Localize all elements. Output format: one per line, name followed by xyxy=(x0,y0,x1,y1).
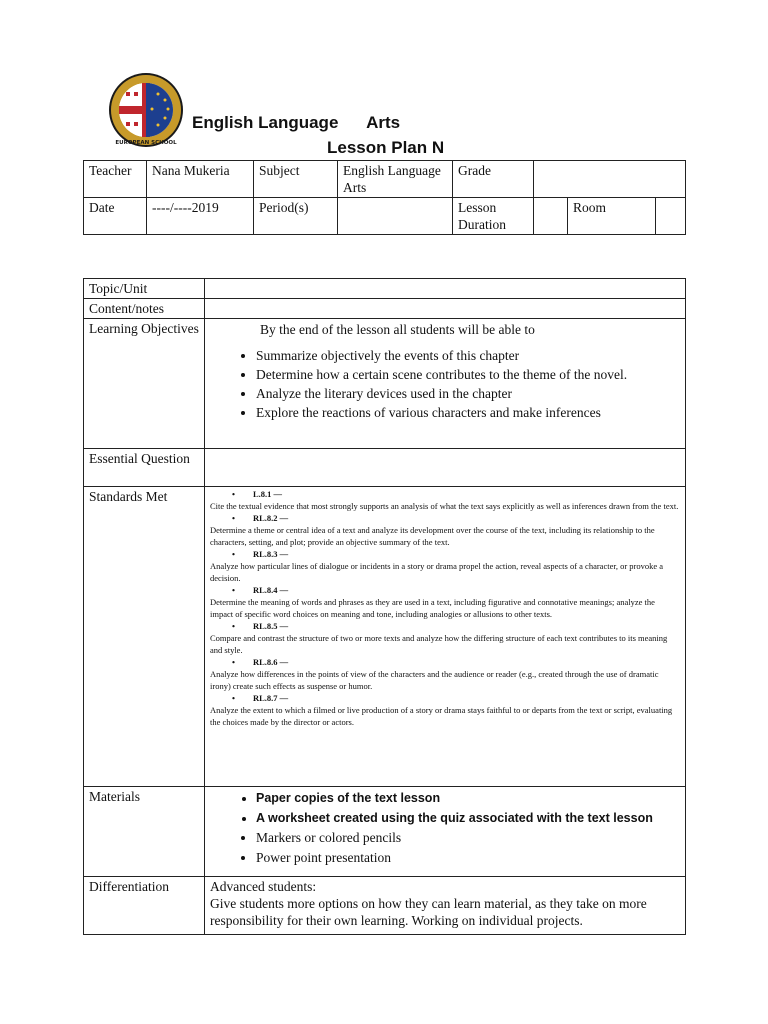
svg-text:EUROPEAN SCHOOL: EUROPEAN SCHOOL xyxy=(115,140,177,146)
standard-code: • RL.8.2 — xyxy=(210,512,680,524)
grade-label: Grade xyxy=(453,161,534,198)
content-value xyxy=(205,299,686,319)
material-item: • Markers or colored pencils xyxy=(256,828,680,848)
essential-question-label: Essential Question xyxy=(84,449,205,487)
material-item: • A worksheet created using the quiz associated with the text lesson xyxy=(256,808,680,828)
topic-value xyxy=(205,279,686,299)
subject-label: Subject xyxy=(254,161,338,198)
standard-code: • RL.8.6 — xyxy=(210,656,680,668)
material-item: • Paper copies of the text lesson xyxy=(256,788,680,808)
standard-code: • RL.8.3 — xyxy=(210,548,680,560)
teacher-label: Teacher xyxy=(84,161,147,198)
materials-label: Materials xyxy=(84,787,205,877)
objectives-label: Learning Objectives xyxy=(84,319,205,449)
standard-text: Determine the meaning of words and phrases as they are used in a text, including figurative and connotative meanings; analyze the impact of specific word choices on meaning and tone, including analogies or allusions to other texts. xyxy=(210,597,655,619)
objective-item: • Determine how a certain scene contributes to the theme of the novel. xyxy=(256,365,680,384)
differentiation-heading: Advanced students: xyxy=(210,879,317,894)
objectives-intro: By the end of the lesson all students will be able to xyxy=(260,322,535,337)
differentiation-cell xyxy=(205,877,686,935)
objective-item: • Summarize objectively the events of this chapter xyxy=(256,346,680,365)
standard-text: Determine a theme or central idea of a text and analyze its development over the course of the text, including its relationship to the characters, setting, and plot; provide an objective summary of the text. xyxy=(210,525,655,547)
standard-text: Analyze the extent to which a filmed or live production of a story or drama stays faithful to or departs from the text or script, evaluating the choices made by the director or actors. xyxy=(210,705,673,727)
topic-label: Topic/Unit xyxy=(84,279,205,299)
standards-cell xyxy=(205,487,686,787)
standard-text: Cite the textual evidence that most strongly supports an analysis of what the text says explicitly as well as inferences drawn from the text. xyxy=(210,501,679,511)
standard-code: • RL.8.5 — xyxy=(210,620,680,632)
lesson-plan-table xyxy=(83,278,686,935)
differentiation-text: Give students more options on how they can learn material, as they take on more responsibility for their own learning. Working on individual projects. xyxy=(210,896,647,928)
duration-label: Lesson Duration xyxy=(453,198,534,235)
period-value xyxy=(338,198,453,235)
teacher-value: Nana Mukeria xyxy=(147,161,254,198)
objectives-list xyxy=(210,346,680,422)
room-value xyxy=(656,198,686,235)
standard-text: Compare and contrast the structure of two or more texts and analyze how the differing structure of each text contributes to its meaning and style. xyxy=(210,633,668,655)
standard-code: • RL.8.7 — xyxy=(210,692,680,704)
document-subtitle: Lesson Plan N xyxy=(327,138,445,157)
date-label: Date xyxy=(84,198,147,235)
grade-value xyxy=(534,161,686,198)
standard-text: Analyze how particular lines of dialogue or incidents in a story or drama propel the action, reveal aspects of a character, or provoke a decision. xyxy=(210,561,664,583)
standard-code: • L.8.1 — xyxy=(210,488,680,500)
differentiation-label: Differentiation xyxy=(84,877,205,935)
material-item: • Power point presentation xyxy=(256,848,680,868)
duration-value xyxy=(534,198,568,235)
document-title: English Language Arts xyxy=(192,113,401,132)
materials-bold-list xyxy=(210,788,680,828)
content-label: Content/notes xyxy=(84,299,205,319)
period-label: Period(s) xyxy=(254,198,338,235)
materials-list xyxy=(210,828,680,868)
standards-label: Standards Met xyxy=(84,487,205,787)
materials-cell xyxy=(205,787,686,877)
objective-item: • Explore the reactions of various characters and make inferences xyxy=(256,403,680,422)
objective-item: • Analyze the literary devices used in the chapter xyxy=(256,384,680,403)
room-label: Room xyxy=(568,198,656,235)
essential-question-value xyxy=(205,449,686,487)
standard-code: • RL.8.4 — xyxy=(210,584,680,596)
standard-text: Analyze how differences in the points of view of the characters and the audience or reader (e.g., created through the use of dramatic irony) create such effects as suspense or humor. xyxy=(210,669,659,691)
date-value: ----/----2019 xyxy=(147,198,254,235)
subject-value: English Language Arts xyxy=(338,161,453,198)
objectives-cell xyxy=(205,319,686,449)
lesson-info-table xyxy=(83,160,686,235)
school-logo xyxy=(108,72,184,148)
